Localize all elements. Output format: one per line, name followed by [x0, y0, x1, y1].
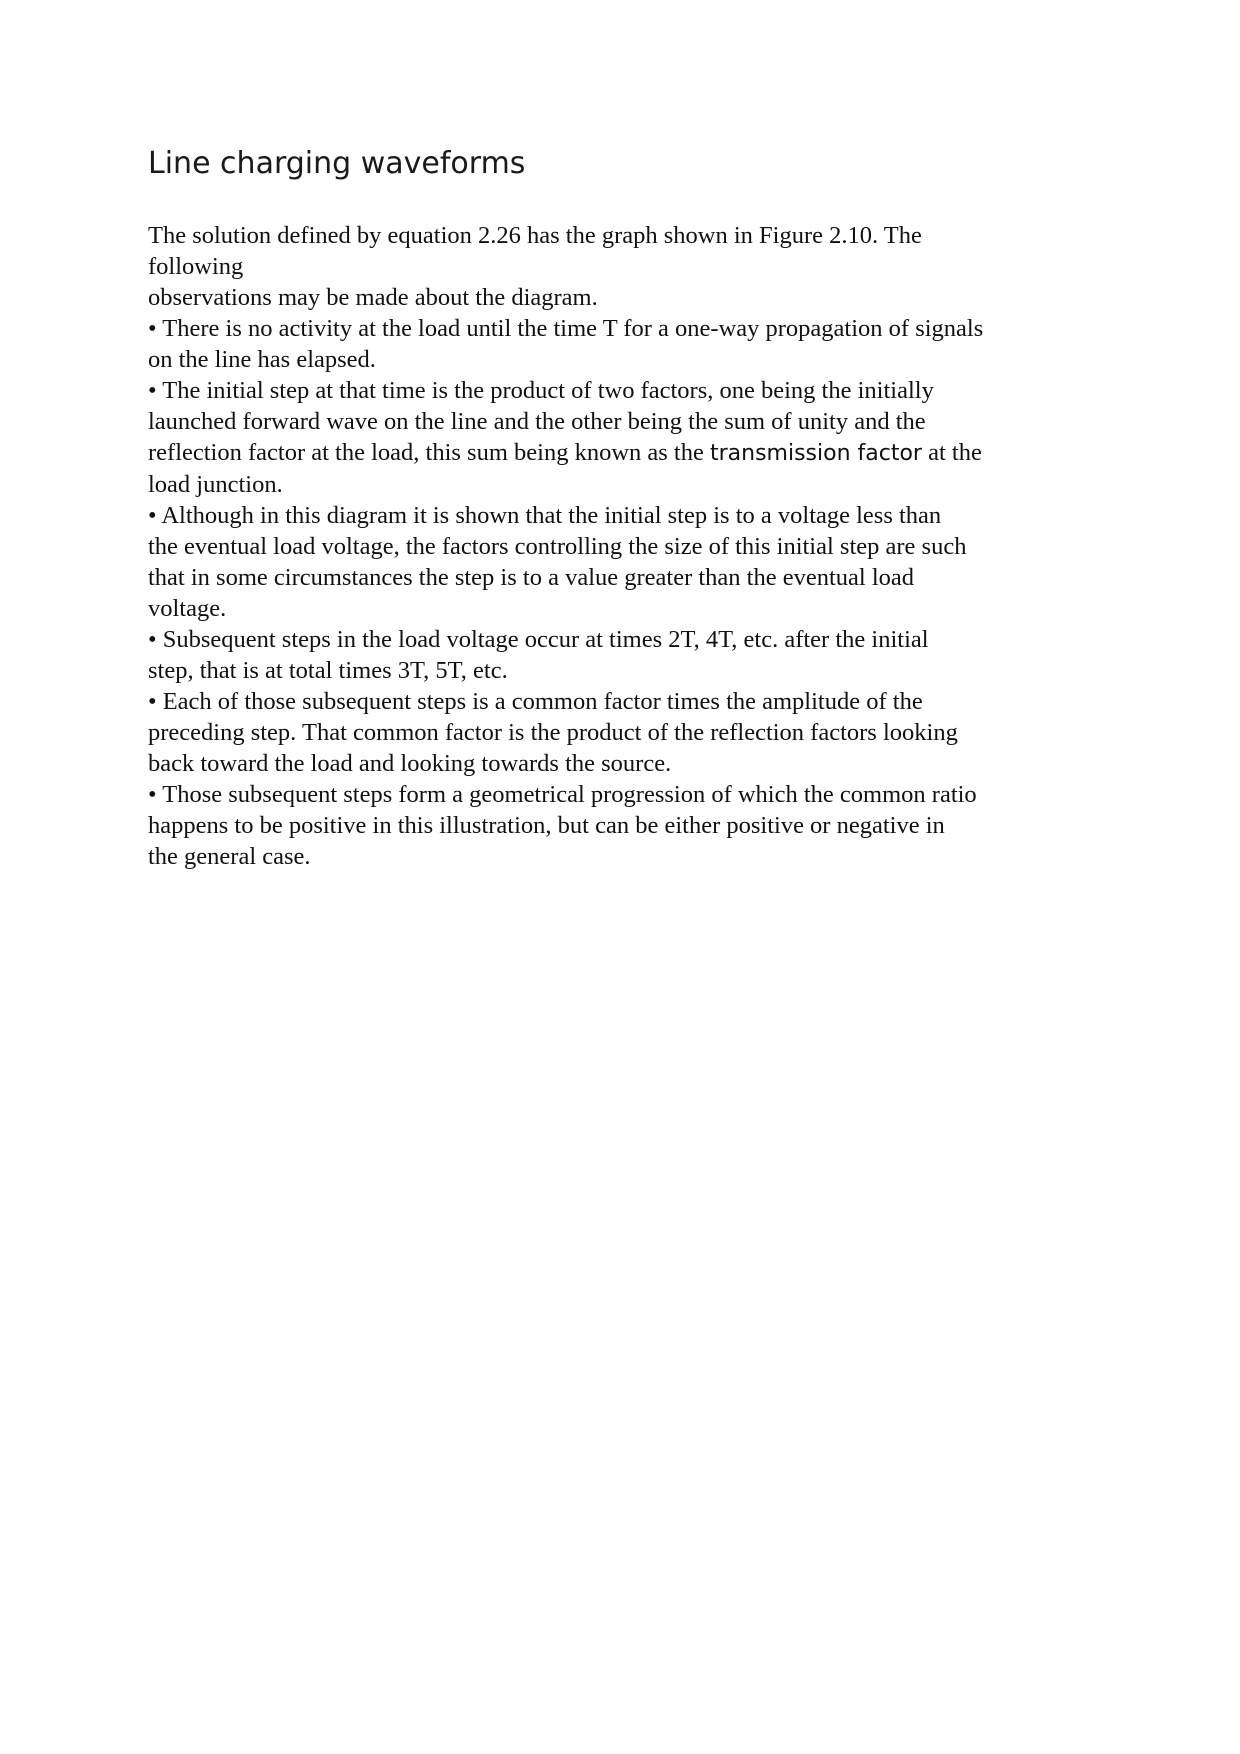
section-heading: Line charging waveforms — [148, 146, 526, 181]
text-line: back toward the load and looking towards the source. — [148, 750, 672, 777]
text-line: The solution defined by equation 2.26 has the graph shown in Figure 2.10. The — [148, 222, 922, 249]
text-line: on the line has elapsed. — [148, 346, 376, 373]
bullet-line: • There is no activity at the load until the time T for a one-way propagation of signals — [148, 315, 984, 342]
text-line: preceding step. That common factor is the product of the reflection factors looking — [148, 719, 958, 746]
bullet-line: • The initial step at that time is the product of two factors, one being the initially — [148, 377, 934, 404]
bullet-line: • Those subsequent steps form a geometrical progression of which the common ratio — [148, 781, 977, 808]
text-line: the general case. — [148, 843, 311, 870]
text-line — [148, 437, 1088, 469]
bullet-line: • Each of those subsequent steps is a common factor times the amplitude of the — [148, 688, 923, 715]
bullet-line: • Subsequent steps in the load voltage occur at times 2T, 4T, etc. after the initial — [148, 626, 929, 653]
text-line: the eventual load voltage, the factors controlling the size of this initial step are such — [148, 533, 967, 560]
body-text — [148, 220, 1088, 872]
text-line: following — [148, 253, 244, 280]
text-line: happens to be positive in this illustration, but can be either positive or negative in — [148, 812, 945, 839]
text-line: observations may be made about the diagram. — [148, 284, 598, 311]
text-line: that in some circumstances the step is to a value greater than the eventual load — [148, 564, 915, 591]
text-line: load junction. — [148, 471, 283, 498]
text-line: step, that is at total times 3T, 5T, etc. — [148, 657, 508, 684]
term-transmission-factor: transmission factor — [709, 441, 922, 466]
text-segment: reflection factor at the load, this sum being known as the — [148, 439, 704, 466]
text-segment: at the — [928, 439, 982, 466]
bullet-line: • Although in this diagram it is shown that the initial step is to a voltage less than — [148, 502, 942, 529]
text-line: voltage. — [148, 595, 227, 622]
text-line: launched forward wave on the line and the other being the sum of unity and the — [148, 408, 926, 435]
